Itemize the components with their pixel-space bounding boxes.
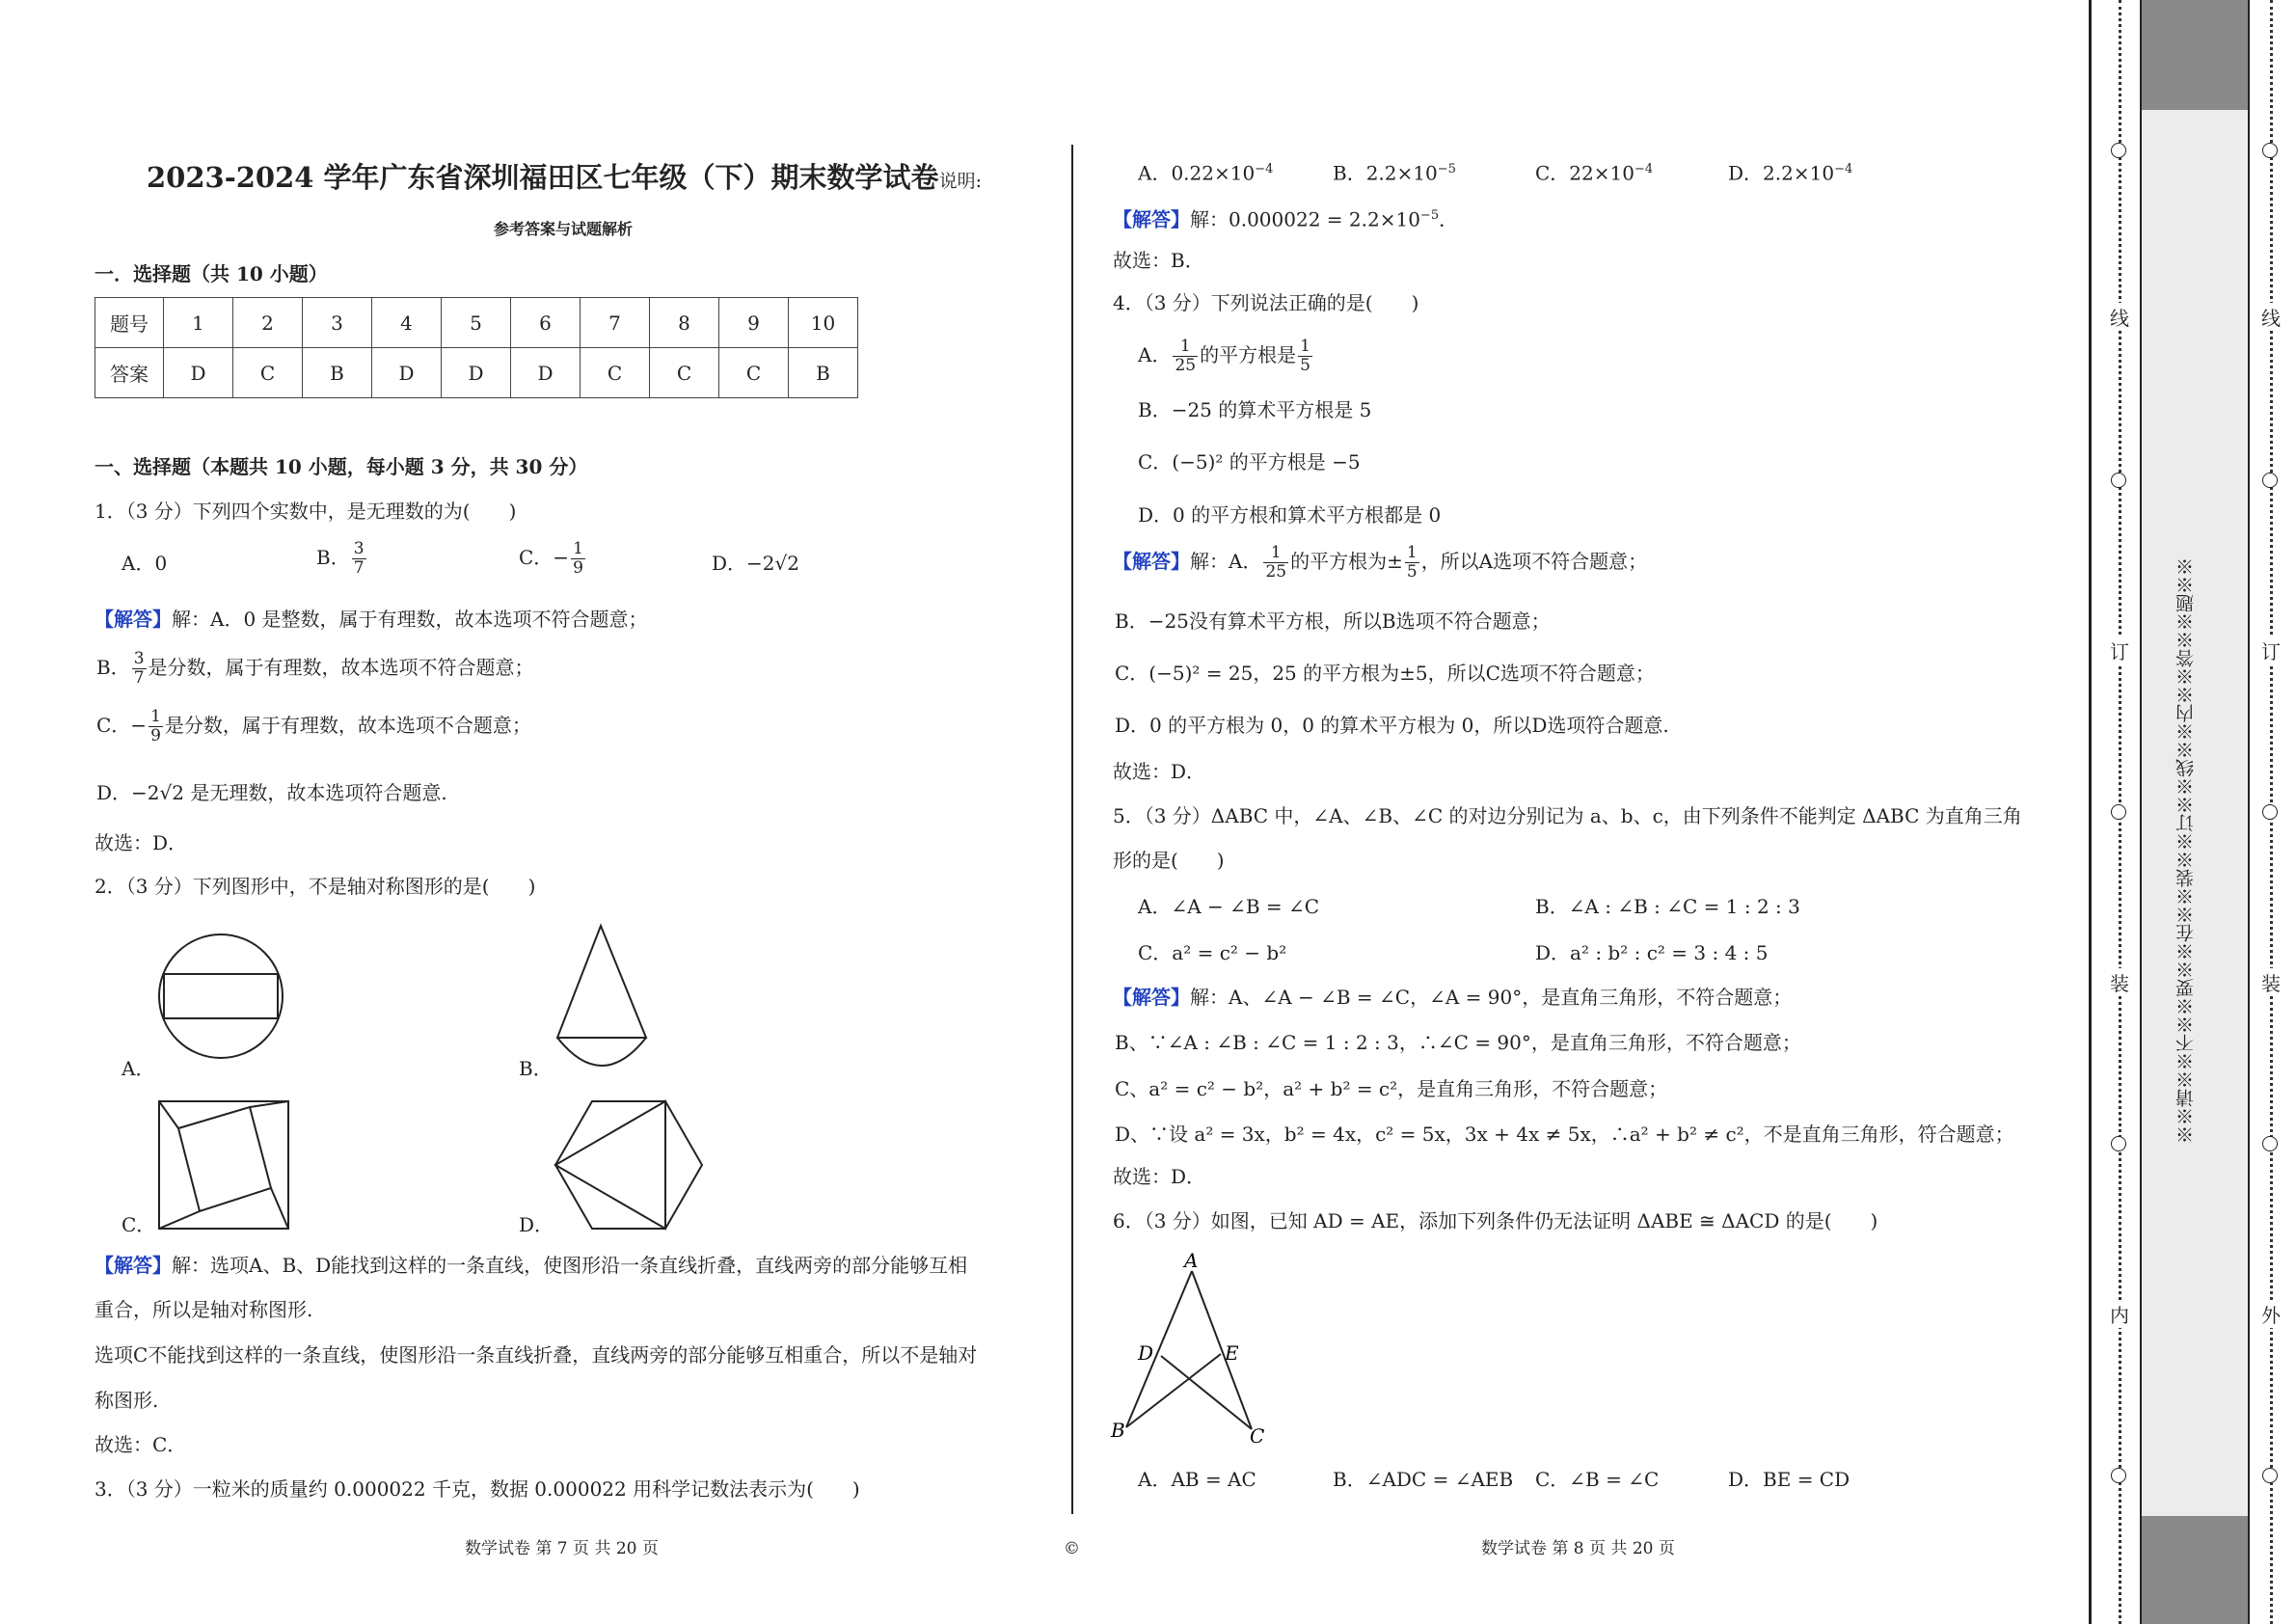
answer-table-header: 题号	[95, 298, 164, 348]
answer-table-row-questions	[95, 298, 858, 348]
binding-strip-bottom-shade	[2142, 1516, 2248, 1624]
question-6-stem: 6．（3 分）如图，已知 AD = AE，添加下列条件仍无法证明 ΔABE ≅ ΔACD 的是( )	[1113, 1209, 1878, 1232]
solution-text: 解：0.000022 = 2.2×10	[1190, 207, 1420, 231]
q5-solution-a	[1113, 986, 1792, 1009]
label-E: E	[1225, 1341, 1239, 1365]
answer-table-cell: 7	[581, 298, 650, 348]
fraction-numerator: 1	[1263, 544, 1288, 563]
q5-solution-d: D、∵设 a² = 3x，b² = 4x，c² = 5x，3x + 4x ≠ 5x，∴a² + b² ≠ c²，不是直角三角形，符合题意；	[1115, 1123, 2014, 1146]
answer-table-cell: B	[303, 348, 372, 398]
q5-option-d: D．a² : b² : c² = 3 : 4 : 5	[1535, 941, 1769, 964]
binding-circle-icon	[2262, 1136, 2278, 1151]
solution-tag: 【解答】	[1113, 550, 1190, 573]
option-text: B．2.2×10	[1333, 161, 1438, 185]
q5-solution-c: C、a² = c² − b²，a² + b² = c²，是直角三角形，不符合题意；	[1115, 1077, 1668, 1100]
fraction-denominator: 25	[1265, 562, 1287, 582]
answer-table-cell: 10	[789, 298, 858, 348]
solution-text: 是分数，属于有理数，故本选项不符合题意；	[148, 656, 534, 679]
figure-a-label: A．	[122, 1057, 155, 1080]
binding-char: 线	[2261, 303, 2281, 331]
figure-hexagon-triangle	[554, 1099, 704, 1231]
answer-table-cell: 4	[372, 298, 442, 348]
solution-text: 解：选项A、B、D能找到这样的一条直线，使图形沿一条直线折叠，直线两旁的部分能够互相	[172, 1254, 968, 1277]
fraction-denominator: 9	[573, 558, 583, 578]
page-subtitle: 参考答案与试题解析	[494, 220, 634, 238]
answer-table-cell: C	[233, 348, 303, 398]
answer-table-cell: C	[719, 348, 789, 398]
fraction-numerator: 1	[1406, 543, 1418, 562]
option-text: D．2.2×10	[1728, 161, 1835, 185]
solution-tag: 【解答】	[95, 1254, 172, 1277]
solution-text: ，所以A选项不符合题意；	[1420, 550, 1648, 573]
fraction-denominator: 5	[1406, 562, 1418, 582]
q5-option-a: A．∠A − ∠B = ∠C	[1138, 895, 1320, 918]
q3-option-d	[1728, 158, 1852, 185]
q1-conclusion: 故选：D．	[95, 831, 188, 854]
binding-char: 线	[2110, 303, 2129, 331]
binding-notice: ※※请※※不※※要※※在※※装※※订※※线※※内※※答※※题※※	[2175, 557, 2197, 1144]
q4-option-a	[1138, 338, 1314, 375]
answer-table-cell: B	[789, 348, 858, 398]
fraction	[1298, 338, 1312, 375]
q1-option-b-label: B．	[316, 546, 350, 569]
solution-tag: 【解答】	[95, 608, 172, 631]
title-note: 说明:	[938, 171, 982, 192]
q4-option-c: C．(−5)² 的平方根是 −5	[1138, 450, 1361, 474]
exponent: −4	[1634, 162, 1654, 176]
q3-option-b	[1333, 158, 1456, 185]
binding-char: 装	[2110, 968, 2129, 996]
label-B: B	[1111, 1419, 1125, 1442]
figure-circle-rectangle	[156, 932, 285, 1061]
fraction-numerator: 1	[573, 539, 583, 558]
q1-solution-d: D．−2√2 是无理数，故本选项符合题意.	[96, 781, 447, 804]
q5-solution-b: B、∵∠A : ∠B : ∠C = 1 : 2 : 3，∴∠C = 90°，是直角三角形，不符合题意；	[1115, 1031, 1801, 1054]
solution-text: 的平方根为±	[1290, 550, 1403, 573]
solution-text: 是分数，属于有理数，故本选项不合题意；	[164, 714, 531, 737]
q2-solution-line2: 重合，所以是轴对称图形.	[95, 1298, 313, 1321]
fraction	[1173, 338, 1198, 375]
figure-d-label: D．	[519, 1213, 554, 1236]
question-5-stem-line2: 形的是( )	[1113, 849, 1225, 872]
option-text: 的平方根是	[1200, 343, 1297, 366]
q1-option-c	[519, 540, 587, 578]
fraction-denominator: 7	[353, 558, 365, 578]
exponent: −5	[1437, 162, 1456, 176]
binding-char: 订	[2110, 636, 2129, 664]
fraction-numerator: 3	[133, 649, 145, 668]
q1-option-d: D．−2√2	[712, 552, 799, 575]
q1-option-b	[316, 540, 368, 578]
question-2-stem: 2．（3 分）下列图形中，不是轴对称图形的是( )	[95, 875, 536, 898]
q5-option-c: C．a² = c² − b²	[1138, 941, 1287, 964]
binding-circle-icon	[2111, 143, 2126, 158]
answer-table-cell: 2	[233, 298, 303, 348]
q1-solution-b	[96, 650, 534, 688]
q4-solution-d: D．0 的平方根为 0，0 的算术平方根为 0，所以D选项符合题意.	[1115, 714, 1669, 737]
answer-table-cell: D	[164, 348, 233, 398]
answer-table-cell: 8	[650, 298, 719, 348]
q6-option-a: A．AB = AC	[1138, 1468, 1256, 1491]
question-3-stem: 3．（3 分）一粒米的质量约 0.000022 千克，数据 0.000022 用科学记数法表示为( )	[95, 1477, 860, 1501]
q4-solution-c: C．(−5)² = 25，25 的平方根为±5，所以C选项不符合题意；	[1115, 662, 1655, 685]
binding-circle-icon	[2262, 473, 2278, 488]
footer-left-page-number: 数学试卷 第 7 页 共 20 页	[465, 1539, 659, 1558]
answer-table-row-answers	[95, 348, 858, 398]
answer-table-header: 答案	[95, 348, 164, 398]
exponent: −4	[1834, 162, 1853, 176]
figure-square-in-square	[157, 1099, 290, 1231]
answer-table-cell: D	[442, 348, 511, 398]
fraction-denominator: 9	[150, 726, 161, 745]
title-text: 2023-2024 学年广东省深圳福田区七年级（下）期末数学试卷	[147, 161, 939, 194]
solution-label: B．	[96, 656, 130, 679]
q3-solution	[1113, 204, 1458, 231]
q1-option-a: A．0	[122, 552, 168, 575]
q3-conclusion: 故选：B．	[1113, 249, 1204, 272]
fraction-numerator: 3	[353, 539, 365, 558]
exponent: −4	[1255, 162, 1274, 176]
q2-solution-line3: 选项C不能找到这样的一条直线，使图形沿一条直线折叠，直线两旁的部分能够互相重合，所以不是轴对	[95, 1343, 978, 1367]
fraction	[149, 708, 163, 745]
solution-tag: 【解答】	[1113, 986, 1190, 1009]
q1-solution-a	[95, 608, 648, 631]
footer-copyright: ©	[1064, 1539, 1080, 1558]
label-C: C	[1250, 1424, 1265, 1448]
fraction	[352, 540, 366, 578]
binding-circle-icon	[2262, 1468, 2278, 1483]
fraction-denominator: 25	[1175, 356, 1197, 375]
q4-conclusion: 故选：D．	[1113, 760, 1206, 783]
exponent: −5	[1419, 208, 1440, 223]
q5-option-b: B．∠A : ∠B : ∠C = 1 : 2 : 3	[1535, 895, 1800, 918]
section-heading: 一、选择题（本题共 10 小题，每小题 3 分，共 30 分）	[95, 455, 588, 478]
q6-option-d: D．BE = CD	[1728, 1468, 1850, 1491]
q6-option-b: B．∠ADC = ∠AEB	[1333, 1468, 1514, 1491]
binding-strip-top-shade	[2142, 0, 2248, 110]
page-title	[147, 160, 982, 199]
binding-circle-icon	[2111, 1468, 2126, 1483]
binding-circle-icon	[2111, 473, 2126, 488]
fraction	[132, 650, 147, 688]
answer-table-cell: 3	[303, 298, 372, 348]
answer-table-cell: 1	[164, 298, 233, 348]
option-text: A．0.22×10	[1138, 161, 1256, 185]
figure-cone	[554, 924, 650, 1074]
binding-char: 装	[2261, 968, 2281, 996]
q4-solution-b: B．−25没有算术平方根，所以B选项不符合题意；	[1115, 609, 1551, 633]
q4-solution-a	[1113, 544, 1647, 582]
fraction-numerator: 1	[150, 707, 161, 726]
answer-table-cell: 5	[442, 298, 511, 348]
q4-option-b: B．−25 的算术平方根是 5	[1138, 398, 1372, 421]
q2-solution-line1	[95, 1254, 967, 1277]
answer-table-cell: 9	[719, 298, 789, 348]
fraction-numerator: 1	[1300, 337, 1310, 356]
fraction-denominator: 7	[133, 668, 145, 688]
answer-table-cell: D	[372, 348, 442, 398]
question-5-stem-line1: 5．（3 分）ΔABC 中，∠A、∠B、∠C 的对边分别记为 a、b、c，由下列条件不能判定 ΔABC 为直角三角	[1113, 804, 2022, 827]
binding-char: 外	[2261, 1300, 2281, 1328]
binding-border-line	[2089, 0, 2092, 1624]
answer-table-cell: C	[650, 348, 719, 398]
footer-right-page-number: 数学试卷 第 8 页 共 20 页	[1481, 1539, 1675, 1558]
answer-table	[95, 297, 858, 398]
answer-table-cell: 6	[511, 298, 581, 348]
option-text: C．22×10	[1535, 161, 1634, 185]
question-1-stem: 1．（3 分）下列四个实数中，是无理数的为( )	[95, 500, 517, 523]
q5-conclusion: 故选：D．	[1113, 1165, 1206, 1188]
q6-option-c: C．∠B = ∠C	[1535, 1468, 1660, 1491]
solution-text: 解：A．0 是整数，属于有理数，故本选项不符合题意；	[172, 608, 648, 631]
fraction	[1263, 544, 1288, 582]
label-D: D	[1138, 1341, 1154, 1365]
solution-tag: 【解答】	[1113, 207, 1190, 231]
q2-conclusion: 故选：C．	[95, 1433, 187, 1456]
triangle-figure	[1109, 1250, 1273, 1452]
solution-label: C．−	[96, 714, 148, 737]
answer-table-cell: C	[581, 348, 650, 398]
solution-label: 解：A．	[1190, 550, 1262, 573]
q2-solution-line4: 称图形.	[95, 1389, 159, 1412]
binding-circle-icon	[2111, 1136, 2126, 1151]
q1-solution-c	[96, 708, 531, 745]
q1-option-c-label: C．−	[519, 546, 570, 569]
q4-option-d: D．0 的平方根和算术平方根都是 0	[1138, 503, 1442, 527]
question-4-stem: 4．（3 分）下列说法正确的是( )	[1113, 291, 1419, 314]
figure-b-label: B．	[519, 1057, 553, 1080]
answer-key-title: 一．选择题（共 10 小题）	[95, 262, 328, 285]
fraction	[1405, 544, 1419, 582]
figure-c-label: C．	[122, 1213, 156, 1236]
answer-table-cell: D	[511, 348, 581, 398]
binding-circle-icon	[2111, 804, 2126, 820]
q3-option-a	[1138, 158, 1273, 185]
solution-end: ．	[1439, 207, 1459, 231]
q3-option-c	[1535, 158, 1653, 185]
binding-circle-icon	[2262, 143, 2278, 158]
fraction-denominator: 5	[1300, 356, 1310, 375]
solution-text: 解：A、∠A − ∠B = ∠C，∠A = 90°，是直角三角形，不符合题意；	[1190, 986, 1793, 1009]
binding-char: 订	[2261, 636, 2281, 664]
binding-char: 内	[2110, 1300, 2129, 1328]
label-A: A	[1184, 1249, 1199, 1272]
binding-circle-icon	[2262, 804, 2278, 820]
option-label: A．	[1138, 343, 1172, 366]
fraction-numerator: 1	[1173, 338, 1198, 357]
column-divider	[1071, 145, 1073, 1514]
fraction	[571, 540, 585, 578]
